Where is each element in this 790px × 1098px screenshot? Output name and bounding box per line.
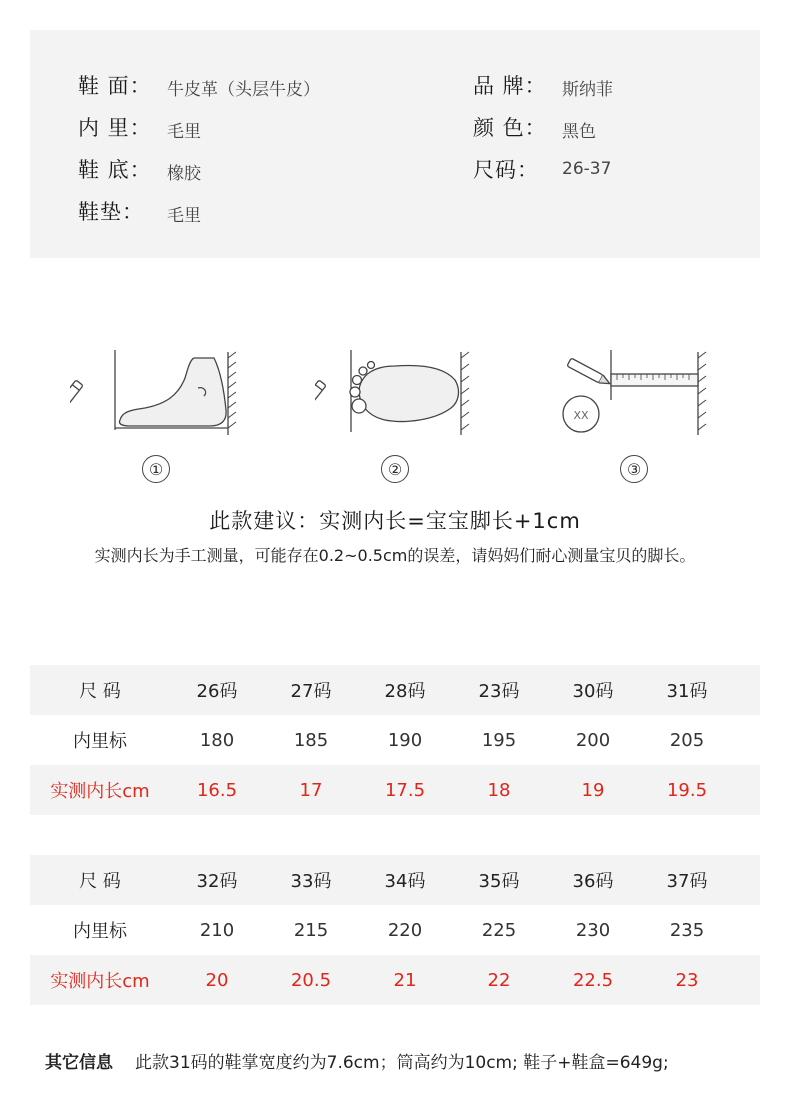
measured-cell: 22 <box>487 969 511 991</box>
spec-value: 橡胶 <box>167 164 201 184</box>
measurement-illustrations <box>0 330 790 490</box>
inner-cell: 210 <box>199 919 235 941</box>
step-number-3: ③ <box>620 455 648 483</box>
size-cell: 36码 <box>572 871 614 892</box>
ruler-badge-text: XX <box>573 409 589 422</box>
spec-panel <box>30 30 760 258</box>
size-cell: 31码 <box>666 681 708 702</box>
spec-label: 鞋垫： <box>78 200 144 224</box>
spec-size <box>473 154 539 184</box>
measured-cell: 20.5 <box>290 969 332 991</box>
spec-value: 毛里 <box>167 206 201 226</box>
measured-cell: 17.5 <box>384 779 426 801</box>
table-header-row <box>30 665 760 715</box>
table-row-measured <box>30 765 760 815</box>
inner-cell: 230 <box>575 919 611 941</box>
measured-cell: 16.5 <box>196 779 238 801</box>
table-row <box>30 715 760 765</box>
inner-cell: 185 <box>293 729 329 751</box>
size-cell: 33码 <box>290 871 332 892</box>
inner-cell: 215 <box>293 919 329 941</box>
spec-label: 鞋 面： <box>78 74 152 98</box>
size-cell: 37码 <box>666 871 708 892</box>
spec-color <box>473 112 547 142</box>
measured-cell: 23 <box>675 969 699 991</box>
table-row-measured <box>30 955 760 1005</box>
inner-cell: 195 <box>481 729 517 751</box>
measured-cell: 21 <box>393 969 417 991</box>
inner-cell: 180 <box>199 729 235 751</box>
inner-cell: 225 <box>481 919 517 941</box>
measured-cell: 22.5 <box>572 969 614 991</box>
foot-top-view-illustration <box>315 340 480 450</box>
spec-label: 尺码： <box>473 158 539 182</box>
size-cell: 23码 <box>478 681 520 702</box>
spec-insole <box>78 196 144 226</box>
row-label: 尺 码 <box>79 681 121 702</box>
spec-value: 牛皮革（头层牛皮） <box>167 80 320 100</box>
size-advice: 此款建议：实测内长=宝宝脚长+1cm <box>209 509 581 533</box>
spec-value: 26-37 <box>562 159 612 179</box>
measured-cell: 17 <box>299 779 323 801</box>
step-number-1: ① <box>142 455 170 483</box>
spec-value: 毛里 <box>167 122 201 142</box>
size-cell: 26码 <box>196 681 238 702</box>
row-label: 实测内长cm <box>50 781 150 802</box>
measured-cell: 19 <box>581 779 605 801</box>
size-cell: 32码 <box>196 871 238 892</box>
size-cell: 34码 <box>384 871 426 892</box>
spec-label: 颜 色： <box>473 116 547 140</box>
other-info-label: 其它信息 <box>45 1053 113 1073</box>
size-cell: 30码 <box>572 681 614 702</box>
row-label: 尺 码 <box>79 871 121 892</box>
measured-cell: 18 <box>487 779 511 801</box>
row-label: 内里标 <box>73 731 127 752</box>
size-table-1 <box>30 665 760 815</box>
inner-cell: 190 <box>387 729 423 751</box>
row-label: 实测内长cm <box>50 971 150 992</box>
other-info-text: 此款31码的鞋掌宽度约为7.6cm；筒高约为10cm; 鞋子+鞋盒=649g; <box>135 1053 669 1073</box>
inner-cell: 200 <box>575 729 611 751</box>
spec-brand <box>473 70 547 100</box>
spec-lining <box>78 112 152 142</box>
size-cell: 27码 <box>290 681 332 702</box>
foot-side-view-illustration <box>70 340 245 450</box>
spec-label: 鞋 底： <box>78 158 152 182</box>
inner-cell: 220 <box>387 919 423 941</box>
step-number-2: ② <box>381 455 409 483</box>
inner-cell: 205 <box>669 729 705 751</box>
row-label: 内里标 <box>73 921 127 942</box>
spec-value: 斯纳菲 <box>562 80 613 100</box>
inner-cell: 235 <box>669 919 705 941</box>
spec-label: 内 里： <box>78 116 152 140</box>
spec-value: 黑色 <box>562 122 596 142</box>
measured-cell: 20 <box>205 969 229 991</box>
spec-label: 品 牌： <box>473 74 547 98</box>
spec-upper <box>78 70 152 100</box>
table-row <box>30 905 760 955</box>
measurement-note: 实测内长为手工测量，可能存在0.2~0.5cm的误差，请妈妈们耐心测量宝贝的脚长。 <box>94 546 696 565</box>
table-header-row <box>30 855 760 905</box>
measured-cell: 19.5 <box>666 779 708 801</box>
other-info <box>45 1048 669 1073</box>
size-cell: 35码 <box>478 871 520 892</box>
size-table-2 <box>30 855 760 1005</box>
spec-sole <box>78 154 152 184</box>
ruler-measure-illustration <box>555 340 715 450</box>
size-cell: 28码 <box>384 681 426 702</box>
